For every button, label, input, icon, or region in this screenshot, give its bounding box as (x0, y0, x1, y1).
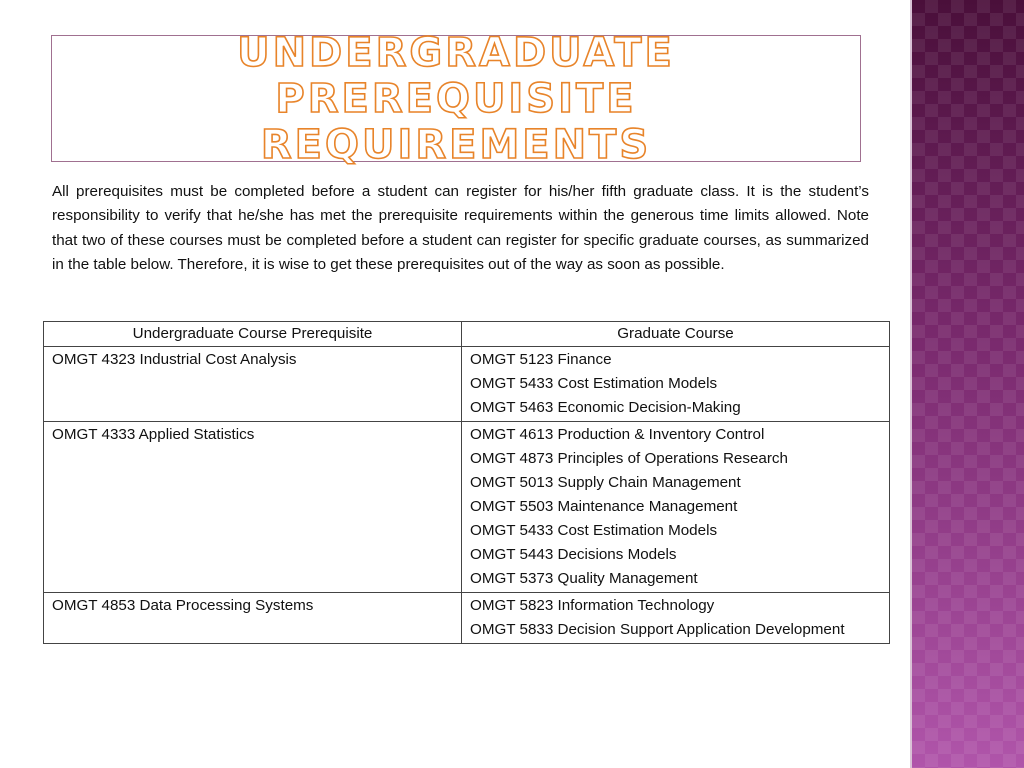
graduate-course: OMGT 5433 Cost Estimation Models (470, 375, 718, 392)
graduate-course: OMGT 5463 Economic Decision-Making (470, 399, 741, 416)
title-box (51, 29, 861, 168)
table-row (44, 347, 890, 422)
header-graduate-course: Graduate Course (462, 322, 890, 347)
graduate-course: OMGT 5433 Cost Estimation Models (470, 522, 718, 539)
graduate-course: OMGT 5503 Maintenance Management (470, 498, 738, 515)
graduate-course: OMGT 4873 Principles of Operations Research (470, 450, 788, 467)
table-row (44, 422, 890, 593)
table-header-row (44, 322, 890, 347)
graduate-course: OMGT 4613 Production & Inventory Control (470, 426, 765, 443)
graduate-cell (462, 347, 890, 422)
undergrad-course: OMGT 4323 Industrial Cost Analysis (52, 351, 297, 368)
undergrad-cell (44, 347, 462, 422)
undergrad-course: OMGT 4853 Data Processing Systems (52, 597, 314, 614)
prerequisite-table (43, 321, 890, 644)
undergrad-cell (44, 422, 462, 593)
decorative-side-band (912, 0, 1024, 768)
graduate-course: OMGT 5123 Finance (470, 351, 612, 368)
graduate-cell (462, 422, 890, 593)
graduate-cell (462, 593, 890, 644)
undergrad-course: OMGT 4333 Applied Statistics (52, 426, 255, 443)
undergrad-cell (44, 593, 462, 644)
intro-paragraph: All prerequisites must be completed before a student can register for his/her fifth graduate class. It is the student’s responsibility to verify that he/she has met the prerequisite requirements within the generous time limits allowed. Note that two of these courses must be completed before a student can register for specific graduate courses, as summarized in the table below. Therefore, it is wise to get these prerequisites out of the way as soon as possible. (52, 183, 869, 274)
graduate-course: OMGT 5013 Supply Chain Management (470, 474, 741, 491)
table-row (44, 593, 890, 644)
graduate-course: OMGT 5443 Decisions Models (470, 546, 677, 563)
graduate-course: OMGT 5823 Information Technology (470, 597, 715, 614)
header-undergrad-course: Undergraduate Course Prerequisite (44, 322, 462, 347)
graduate-course: OMGT 5833 Decision Support Application Development (470, 621, 845, 638)
slide-title: UNDERGRADUATE PREREQUISITE REQUIREMENTS (237, 29, 675, 168)
graduate-course: OMGT 5373 Quality Management (470, 570, 698, 587)
